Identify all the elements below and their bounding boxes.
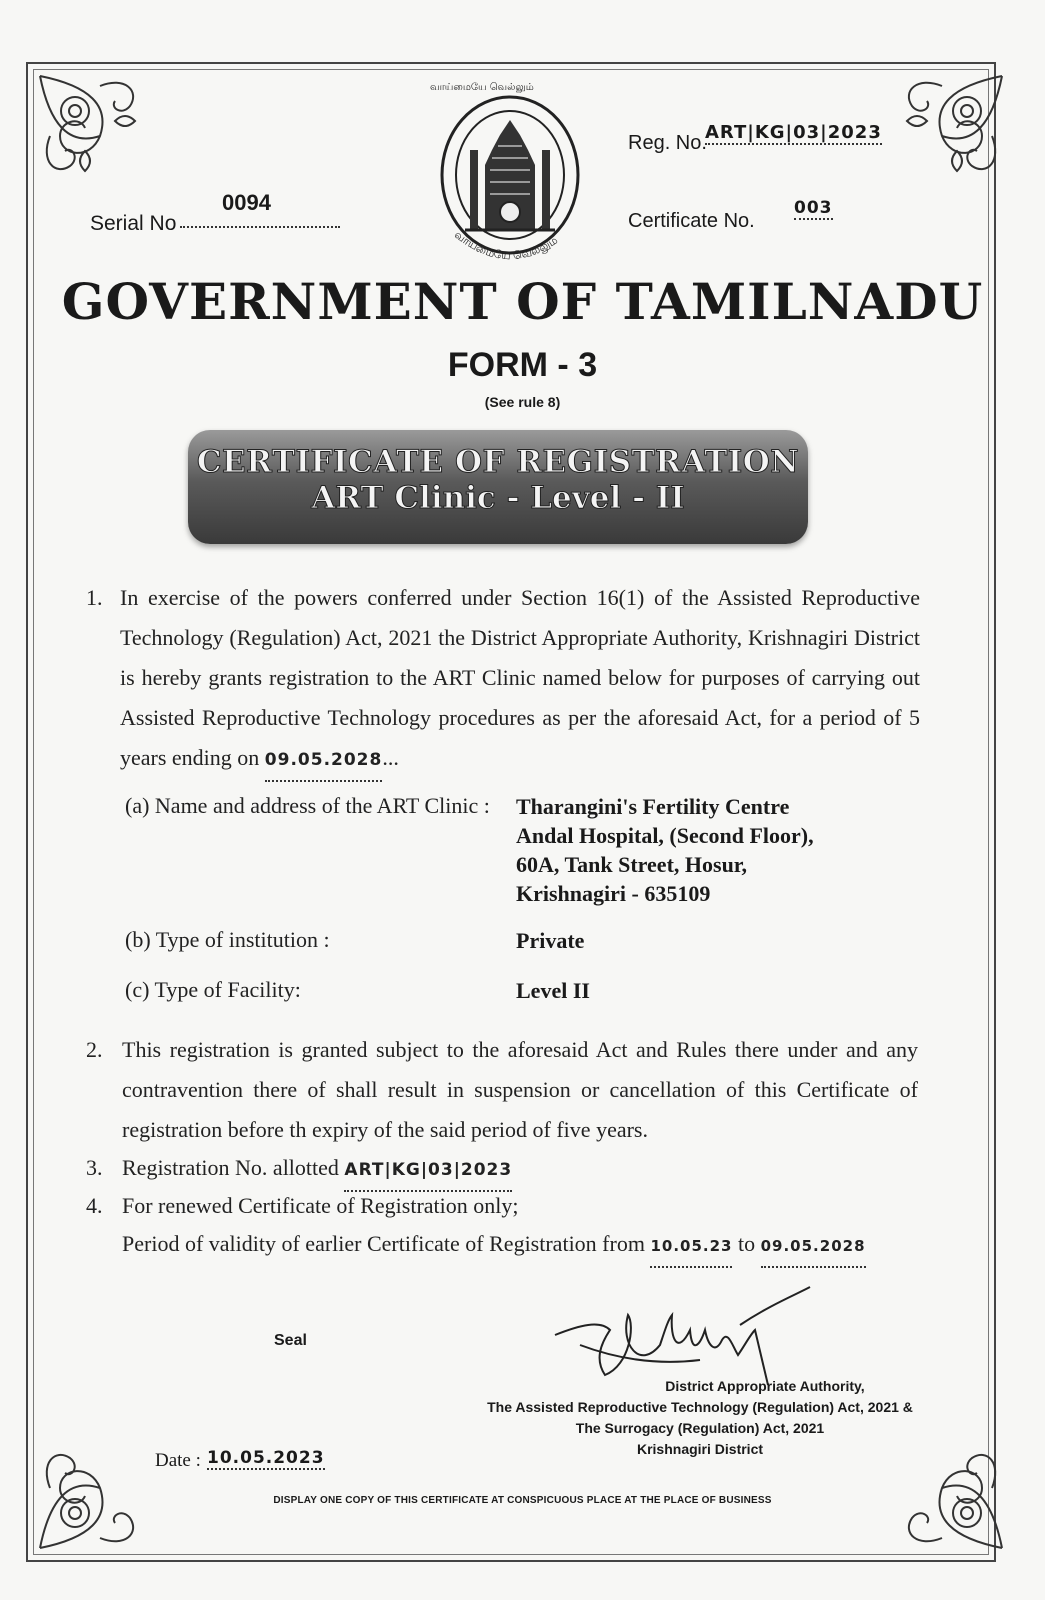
clause-4-text: For renewed Certificate of Registration only; [122,1193,519,1218]
validity-to-word: to [737,1231,756,1256]
clause-1-suffix: ... [382,745,399,770]
authority-act-2: The Surrogacy (Regulation) Act, 2021 [575,1420,825,1436]
clinic-address-line2: 60A, Tank Street, Hosur, [516,852,748,877]
facility-type-value: Level II [516,978,590,1003]
facility-type-label: (c) Type of Facility: [125,977,301,1002]
registration-end-date: 09.05.2028 [265,740,383,782]
clinic-name-label: (a) Name and address of the ART Clinic : [125,793,490,818]
government-title: GOVERNMENT OF TAMILNADU [61,272,984,331]
clause-4-number: 4. [86,1193,103,1218]
banner-subtitle: ART Clinic - Level - II [311,480,685,516]
reg-no-value: ART|KG|03|2023 [705,122,882,143]
clause-3-number: 3. [86,1155,103,1180]
issue-date: 10.05.2023 [207,1448,325,1468]
validity-period-label: Period of validity of earlier Certificate of Registration from [122,1231,645,1256]
clause-2-number: 2. [86,1037,103,1062]
clause-2-text: This registration is granted subject to the aforesaid Act and Rules there under and any contravention there of shall result in suspension or cancellation of this Certificate of registration before th expiry of the said period of five years. [122,1037,918,1142]
authority-act-1: The Assisted Reproductive Technology (Regulation) Act, 2021 & [487,1399,913,1415]
clause-1-body: In exercise of the powers conferred under Section 16(1) of the Assisted Reproductive Technology (Regulation) Act, 2021 the District Appropriate Authority, Krishnagiri District is hereby grants registration to the ART Clinic named below for purposes of carrying out Assisted Reproductive Technology procedures as per the aforesaid Act, for a period of 5 years ending on [120,585,920,770]
clause-1-text [120,578,920,782]
clause-4-period [122,1224,866,1268]
display-notice: DISPLAY ONE COPY OF THIS CERTIFICATE AT CONSPICUOUS PLACE AT THE PLACE OF BUSINESS [273,1495,772,1506]
date-label: Date : [155,1450,201,1471]
corner-ornament-icon [862,66,1012,216]
svg-text:வாய்மையே வெல்லும் [452,228,560,263]
corner-ornament-icon [30,66,180,216]
clinic-address-line3: Krishnagiri - 635109 [516,881,711,906]
banner-title: CERTIFICATE OF REGISTRATION [196,444,800,480]
emblem-caption-arc [430,90,590,270]
authority-district: Krishnagiri District [636,1441,764,1457]
serial-label: Serial No [90,212,177,235]
emblem-caption-text: வாய்மையே வெல்லும் [451,228,561,263]
serial-number: 0094 [222,190,271,215]
clause-1-number: 1. [86,585,103,610]
clinic-address-line1: Andal Hospital, (Second Floor), [516,823,814,848]
clinic-address [516,792,814,908]
allotted-registration-no: ART|KG|03|2023 [344,1150,512,1192]
validity-from-date: 10.05.23 [650,1226,732,1268]
seal-label: Seal [274,1332,307,1349]
certificate-banner [188,430,808,544]
reg-no-label: Reg. No. [628,132,707,154]
emblem-caption: வாய்மையே வெல்லும் [430,82,534,93]
certificate-no-value: 003 [794,198,833,218]
institution-type-label: (b) Type of institution : [125,927,330,952]
validity-to-date: 09.05.2028 [761,1226,866,1268]
corner-ornament-icon [30,1408,180,1558]
form-title: FORM - 3 [447,346,598,384]
institution-type-value: Private [516,928,585,953]
see-rule-note: (See rule 8) [484,394,561,410]
clause-3-label: Registration No. allotted [122,1155,339,1180]
authority-block [440,1376,960,1460]
serial-dotted-line [180,226,340,228]
authority-title: District Appropriate Authority, [665,1378,865,1394]
clinic-name: Tharangini's Fertility Centre [516,794,790,819]
certificate-no-label: Certificate No. [628,210,755,232]
